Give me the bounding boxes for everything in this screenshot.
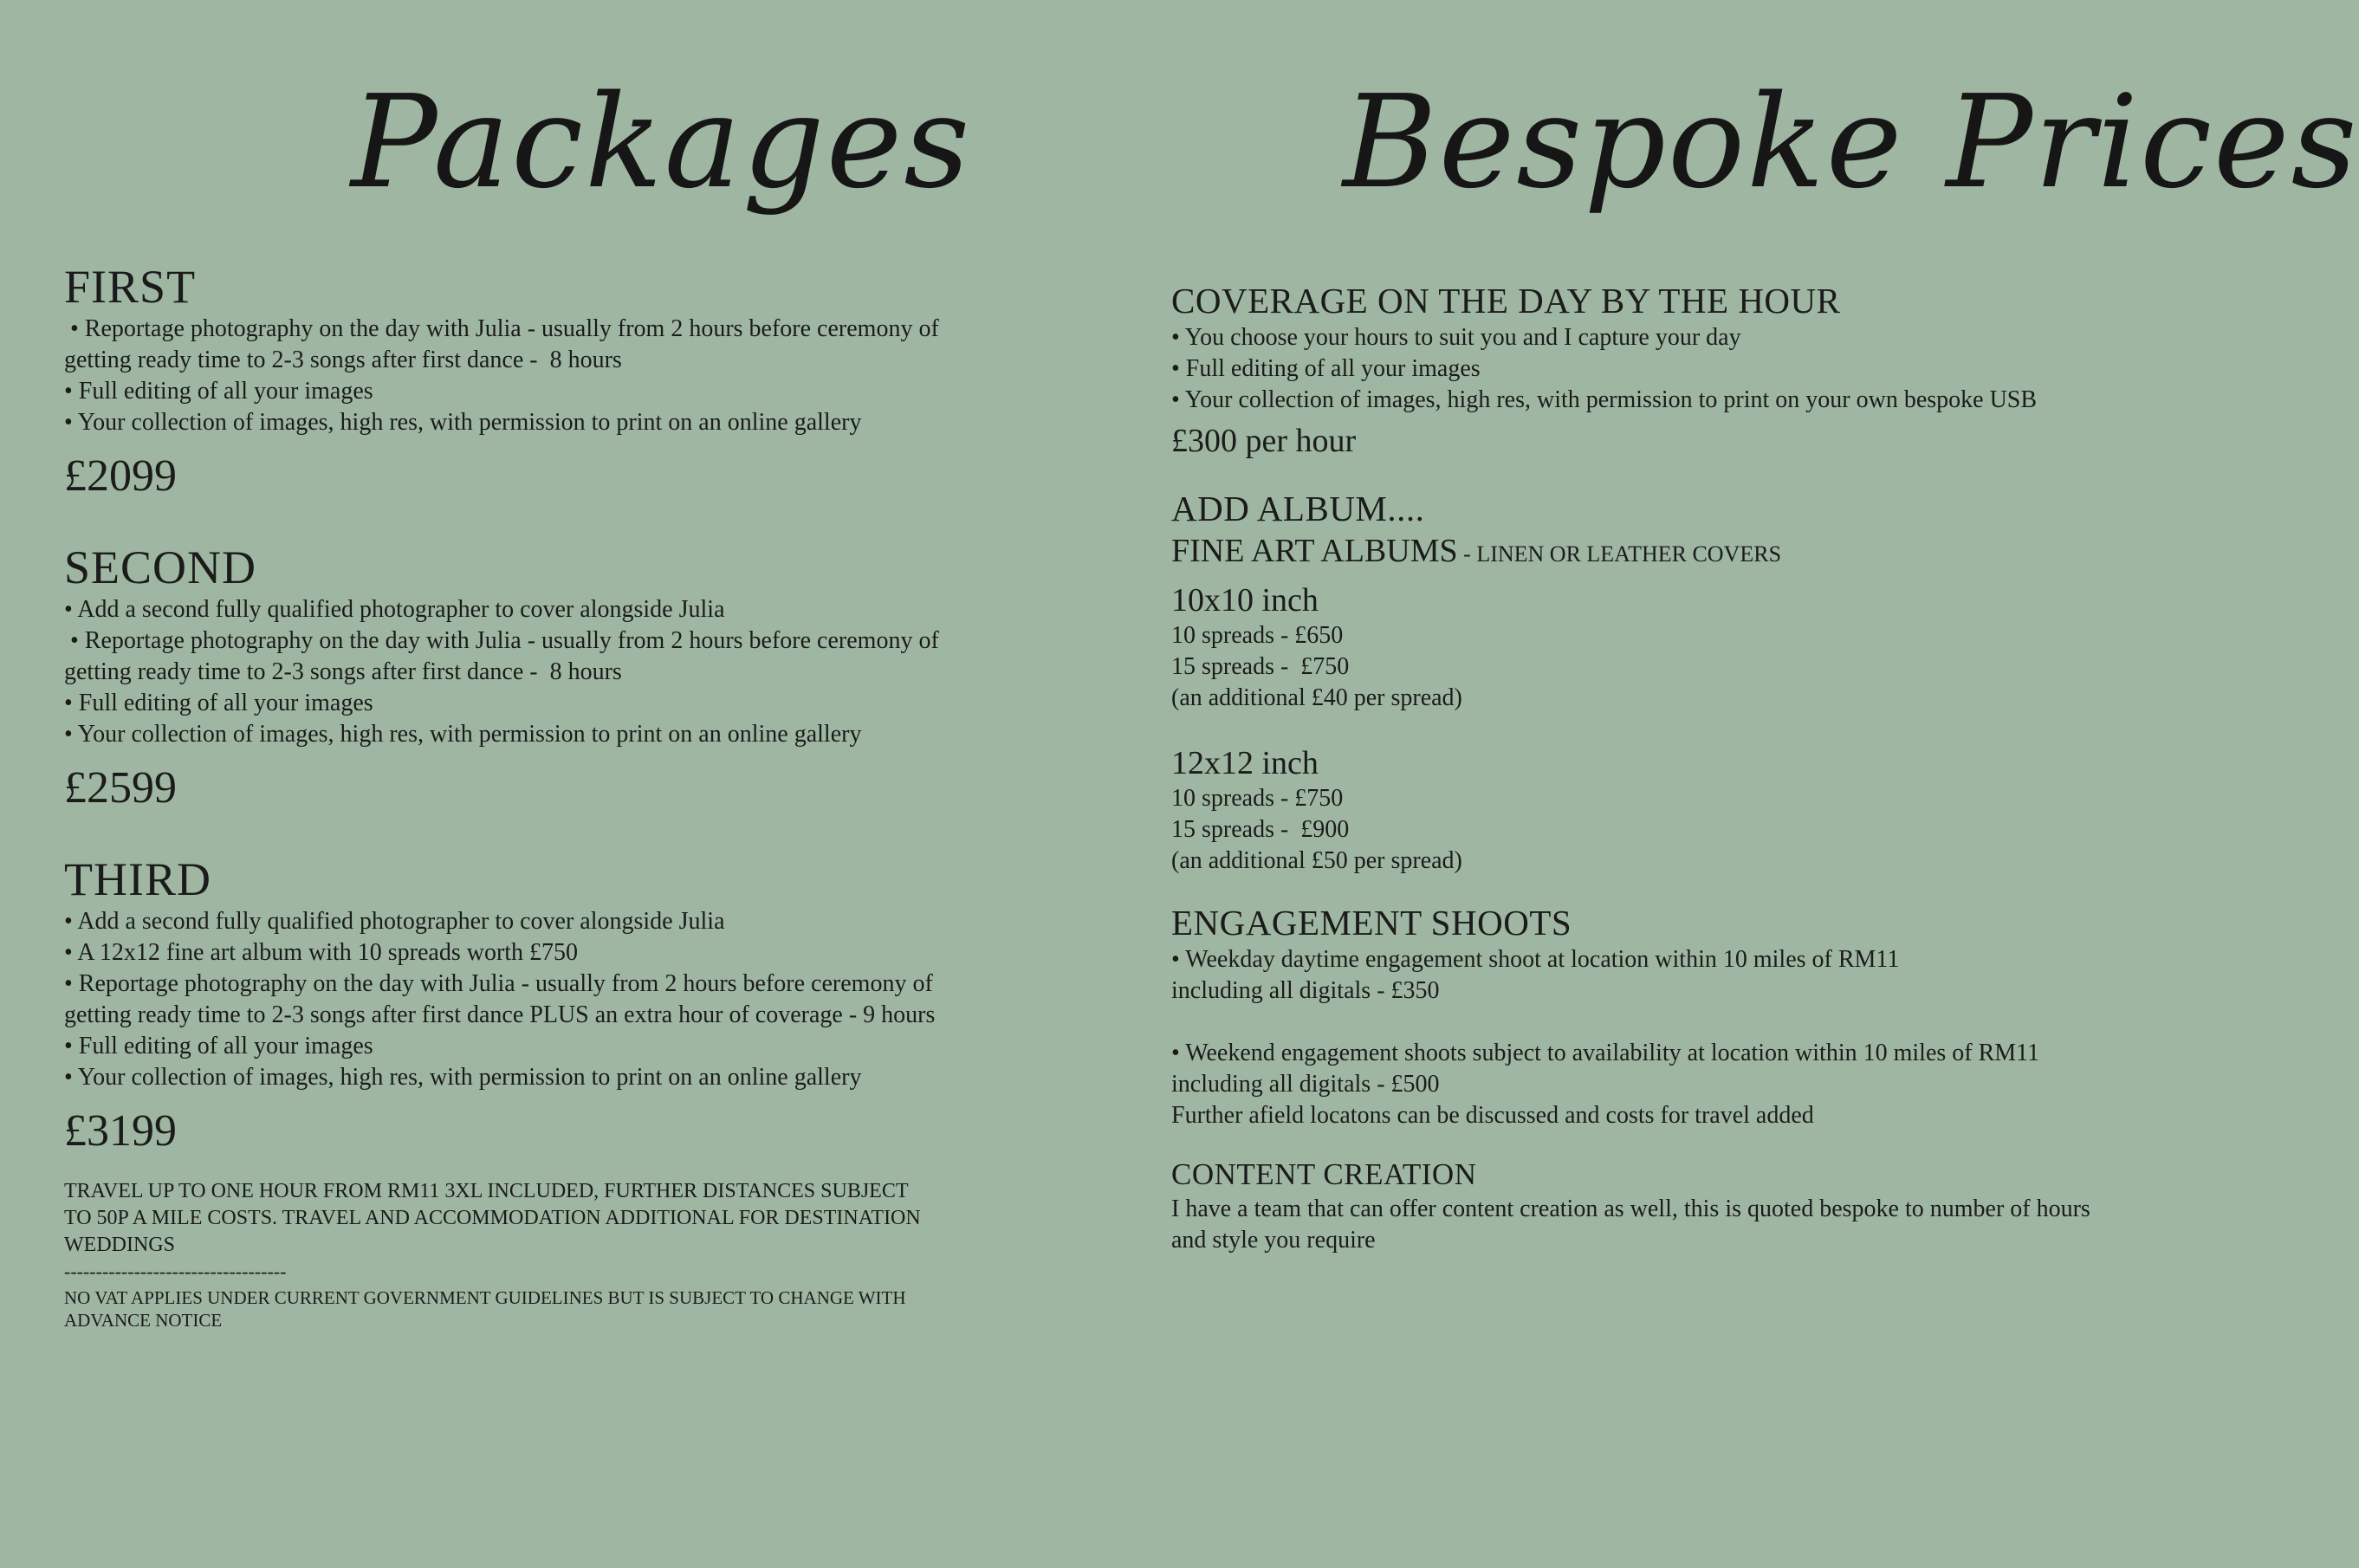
package-line: • Reportage photography on the day with Julia - usually from 2 hours before ceremony of: [64, 970, 933, 997]
travel-note-line: TO 50P A MILE COSTS. TRAVEL AND ACCOMMODATION ADDITIONAL FOR DESTINATION: [64, 1207, 921, 1229]
engagement-section: [1171, 901, 2194, 1131]
vat-note-line: ADVANCE NOTICE: [64, 1310, 223, 1331]
package-line: • Add a second fully qualified photographer to cover alongside Julia: [64, 596, 725, 623]
package-third: [64, 852, 1034, 1157]
album-cover-note: - LINEN OR LEATHER COVERS: [1457, 541, 1782, 567]
coverage-line: • You choose your hours to suit you and I capture your day: [1171, 324, 1741, 351]
packages-column: [64, 260, 1034, 1332]
hourly-price: £300 per hour: [1171, 423, 1357, 459]
coverage-line: • Your collection of images, high res, with permission to print on your own bespoke USB: [1171, 386, 2038, 413]
package-price: £2599: [64, 763, 177, 813]
package-name: SECOND: [64, 541, 257, 593]
package-second: [64, 541, 1034, 814]
section-heading: ENGAGEMENT SHOOTS: [1171, 903, 1572, 943]
package-line: • Your collection of images, high res, with permission to print on an online gallery: [64, 721, 862, 748]
travel-note-line: WEDDINGS: [64, 1234, 175, 1256]
travel-note-line: TRAVEL UP TO ONE HOUR FROM RM11 3XL INCLUDED, FURTHER DISTANCES SUBJECT: [64, 1180, 909, 1202]
section-heading: CONTENT CREATION: [1171, 1157, 1477, 1191]
album-price-line: 15 spreads - £750: [1171, 653, 1350, 680]
package-line: • Full editing of all your images: [64, 1033, 373, 1059]
package-line: • Full editing of all your images: [64, 378, 373, 405]
package-line: • Your collection of images, high res, with permission to print on an online gallery: [64, 409, 862, 436]
package-line: • Full editing of all your images: [64, 690, 373, 716]
engagement-line: including all digitals - £350: [1171, 977, 1440, 1004]
package-line: getting ready time to 2-3 songs after first dance - 8 hours: [64, 347, 622, 373]
section-heading: ADD ALBUM....: [1171, 489, 1425, 528]
package-name: FIRST: [64, 261, 197, 313]
package-line: getting ready time to 2-3 songs after first dance - 8 hours: [64, 658, 622, 685]
album-price-line: 10 spreads - £750: [1171, 785, 1344, 812]
package-line: • A 12x12 fine art album with 10 spreads worth £750: [64, 939, 579, 966]
package-price: £2099: [64, 451, 177, 501]
content-creation-section: [1171, 1156, 2194, 1256]
vat-note: [64, 1286, 1034, 1332]
package-price: £3199: [64, 1106, 177, 1156]
engagement-line: including all digitals - £500: [1171, 1071, 1440, 1098]
album-subheading: [1171, 530, 2194, 575]
bespoke-prices-title: Bespoke Prices: [1343, 68, 2359, 217]
album-price-line: (an additional £50 per spread): [1171, 847, 1462, 874]
engagement-line: • Weekday daytime engagement shoot at location within 10 miles of RM11: [1171, 946, 1900, 973]
coverage-line: • Full editing of all your images: [1171, 355, 1481, 382]
section-heading: COVERAGE ON THE DAY BY THE HOUR: [1171, 281, 1841, 321]
vat-note-line: NO VAT APPLIES UNDER CURRENT GOVERNMENT GUIDELINES BUT IS SUBJECT TO CHANGE WITH: [64, 1287, 906, 1308]
package-first: [64, 260, 1034, 502]
packages-title: Packages: [351, 68, 972, 217]
bespoke-column: [1171, 279, 2194, 1256]
album-price-line: 15 spreads - £900: [1171, 816, 1350, 843]
content-line: and style you require: [1171, 1227, 1376, 1254]
coverage-section: [1171, 279, 2194, 463]
travel-note: [64, 1178, 1034, 1259]
album-price-line: 10 spreads - £650: [1171, 622, 1344, 649]
album-size: 10x10 inch: [1171, 582, 1319, 619]
package-line: • Your collection of images, high res, with permission to print on an online gallery: [64, 1064, 862, 1091]
album-section: [1171, 487, 2194, 877]
content-line: I have a team that can offer content creation as well, this is quoted bespoke to number of hours: [1171, 1195, 2090, 1222]
package-line: getting ready time to 2-3 songs after first dance PLUS an extra hour of coverage - 9 hours: [64, 1001, 936, 1028]
album-price-line: (an additional £40 per spread): [1171, 684, 1462, 711]
divider: -----------------------------------: [64, 1260, 287, 1282]
package-line: • Reportage photography on the day with Julia - usually from 2 hours before ceremony of: [64, 315, 939, 342]
album-subheading-text: FINE ART ALBUMS: [1171, 533, 1458, 569]
package-name: THIRD: [64, 853, 211, 905]
album-size: 12x12 inch: [1171, 745, 1319, 781]
package-line: • Reportage photography on the day with Julia - usually from 2 hours before ceremony of: [64, 627, 939, 654]
package-line: • Add a second fully qualified photographer to cover alongside Julia: [64, 908, 725, 935]
engagement-line: • Weekend engagement shoots subject to availability at location within 10 miles of RM11: [1171, 1040, 2040, 1066]
engagement-line: Further afield locatons can be discussed and costs for travel added: [1171, 1102, 1814, 1129]
